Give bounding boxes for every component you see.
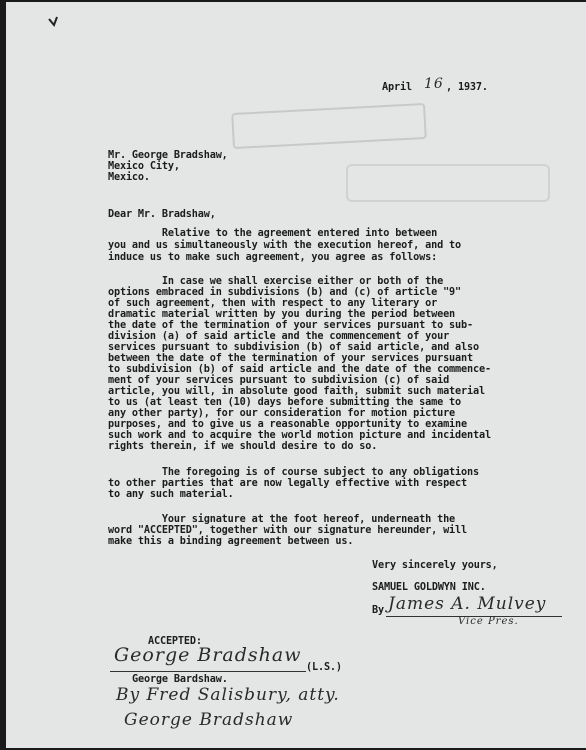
date-month: April bbox=[382, 82, 412, 93]
body-line: services pursuant to subdivision (b) of said article, and also bbox=[108, 342, 479, 353]
signer-title: Vice Pres. bbox=[458, 616, 519, 627]
acceptance-signature-line bbox=[110, 671, 306, 672]
seal-label: (L.S.) bbox=[306, 662, 342, 673]
body-line: to us (at least ten (10) days before submitting the same to bbox=[108, 397, 462, 408]
body-line: to subdivision (b) of said article and the date of the commence- bbox=[108, 364, 491, 375]
addressee-line: Mr. George Bradshaw, bbox=[108, 150, 228, 161]
addressee-line: Mexico City, bbox=[108, 161, 180, 172]
date-year: , 1937. bbox=[446, 82, 488, 93]
body-line: any other party), for our consideration for motion picture bbox=[108, 408, 456, 419]
body-line: such work and to acquire the world motion picture and incidental bbox=[108, 430, 491, 441]
attorney-note-handwritten: By Fred Salisbury, atty. bbox=[116, 685, 340, 705]
body-line: Your signature at the foot hereof, underneath the bbox=[108, 514, 456, 525]
salutation: Dear Mr. Bradshaw, bbox=[108, 209, 216, 220]
body-line: options embraced in subdivisions (b) and (c) of article "9" bbox=[108, 287, 462, 298]
acceptor-signature: George Bradshaw bbox=[114, 644, 302, 666]
accepted-label: ACCEPTED: bbox=[148, 636, 202, 647]
second-signature-handwritten: George Bradshaw bbox=[124, 710, 294, 730]
body-line: the date of the termination of your services pursuant to sub- bbox=[108, 320, 473, 331]
acceptor-typed-name: George Bardshaw. bbox=[132, 674, 228, 685]
valediction: Very sincerely yours, bbox=[372, 560, 498, 571]
company-name: SAMUEL GOLDWYN INC. bbox=[372, 582, 486, 593]
addressee-line: Mexico. bbox=[108, 172, 150, 183]
body-line: division (a) of said article and the commencement of your bbox=[108, 331, 450, 342]
body-line: induce us to make such agreement, you agree as follows: bbox=[108, 252, 438, 263]
body-line: Relative to the agreement entered into between bbox=[108, 228, 438, 239]
body-line: you and us simultaneously with the execution hereof, and to bbox=[108, 240, 462, 251]
body-line: to any such material. bbox=[108, 489, 234, 500]
body-line: article, you will, in absolute good faith, submit such material bbox=[108, 386, 485, 397]
body-line: between the date of the termination of your services pursuant bbox=[108, 353, 473, 364]
body-line: In case we shall exercise either or both of the bbox=[108, 276, 444, 287]
corner-mark-icon bbox=[48, 16, 60, 28]
body-line: rights therein, if we should desire to do so. bbox=[108, 441, 378, 452]
faded-stamp-secondary bbox=[346, 164, 550, 202]
body-line: purposes, and to give us a reasonable opportunity to examine bbox=[108, 419, 468, 430]
date-day-handwritten: 16 bbox=[424, 76, 444, 92]
body-line: The foregoing is of course subject to any obligations bbox=[108, 467, 479, 478]
body-line: dramatic material written by you during the period between bbox=[108, 309, 456, 320]
faded-stamp bbox=[231, 103, 427, 149]
body-line: make this a binding agreement between us. bbox=[108, 536, 354, 547]
body-line: word "ACCEPTED", together with our signature hereunder, will bbox=[108, 525, 468, 536]
body-line: ment of your services pursuant to subdivision (c) of said bbox=[108, 375, 450, 386]
body-line: of such agreement, then with respect to any literary or bbox=[108, 298, 438, 309]
by-label: By bbox=[372, 605, 384, 616]
company-signature: James A. Mulvey bbox=[388, 594, 547, 614]
letter-page bbox=[6, 2, 586, 748]
body-line: to other parties that are now legally effective with respect bbox=[108, 478, 468, 489]
